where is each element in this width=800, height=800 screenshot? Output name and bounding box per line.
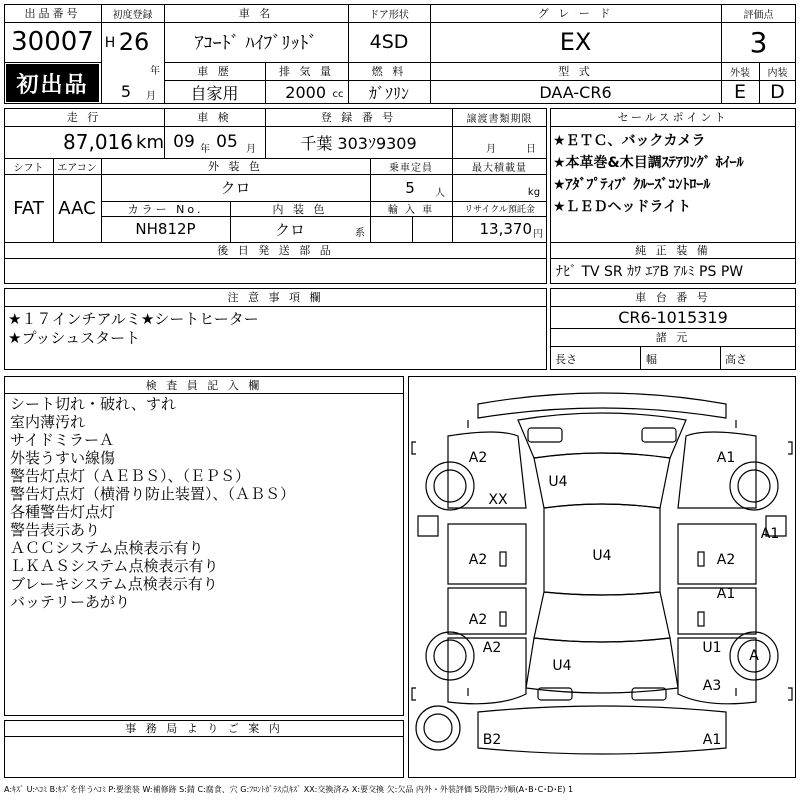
shift: FAT (13, 197, 44, 219)
int-color-label: 内 装 色 (272, 202, 328, 216)
mark-roof-front: U4 (548, 474, 568, 490)
mark-rear-bumper-left: B2 (482, 732, 502, 748)
mark-right-front-door: A2 (716, 552, 736, 568)
lot-no: 30007 (11, 27, 94, 57)
sales-point-item: ★ＬＥＤヘッドライト (553, 199, 692, 215)
chassis-label: 車 台 番 号 (635, 291, 711, 304)
transfer-day-unit: 日 (526, 143, 536, 155)
rl-wheel (426, 632, 474, 680)
car-name: ｱｺｰﾄﾞ ﾊｲﾌﾞﾘｯﾄﾞ (194, 33, 318, 54)
shift-label: シフト (13, 162, 44, 174)
color-no-label: カラー No. (127, 202, 204, 216)
displacement-unit: cc (332, 88, 344, 100)
note-line: ★１７インチアルミ★シートヒーター (8, 310, 259, 328)
month-unit: 月 (146, 90, 156, 102)
inspector-line: ＬＫＡＳシステム点検表示有り (10, 557, 219, 575)
int-color-unit: 系 (355, 227, 365, 239)
ext-color: クロ (220, 179, 251, 197)
notes-label: 注 意 事 項 欄 (227, 291, 324, 304)
aircon: AAC (58, 197, 96, 219)
equipment-items: ﾅﾋﾞ TV SR ｶﾜ ｴｱB ｱﾙﾐ PS PW (556, 264, 744, 280)
displacement: 2000 (285, 82, 326, 102)
mark-fr-fender: A1 (716, 450, 736, 466)
rear-bumper (478, 706, 726, 754)
chassis-number: CR6-1015319 (618, 307, 728, 327)
sales-point-item: ★ＥＴＣ、バックカメラ (553, 133, 706, 149)
mark-right-rear: A3 (702, 678, 722, 694)
year-unit: 年 (150, 65, 160, 76)
transfer-label: 譲渡書類期限 (466, 113, 533, 125)
int-grade: D (770, 81, 785, 103)
spare-wheel (416, 706, 460, 750)
mark-right-mirror: A1 (760, 526, 780, 542)
recycle-unit: 円 (533, 228, 543, 240)
history: 自家用 (190, 83, 239, 103)
notes-lines (8, 310, 259, 348)
inspector-line: 室内薄汚れ (10, 413, 86, 431)
insp-year: 09 (173, 132, 195, 152)
fr-wheel (730, 462, 778, 510)
year: 26 (118, 28, 150, 56)
inspector-line: 外装うすい線傷 (10, 449, 116, 467)
grade: EX (559, 28, 592, 56)
model: DAA-CR6 (539, 82, 612, 102)
inspector-line: シート切れ・破れ、すれ (10, 395, 176, 413)
inspector-line: 警告表示あり (10, 521, 101, 539)
door-label: ドア形状 (369, 9, 409, 21)
inspector-line: ＡＣＣシステム点検表示有り (10, 539, 204, 557)
mileage-label: 走 行 (66, 111, 102, 124)
score-label: 評価点 (743, 9, 774, 21)
first-listing-badge: 初出品 (6, 64, 99, 102)
displacement-label: 排 気 量 (279, 65, 334, 78)
ext-grade: E (733, 81, 746, 103)
mark-fl-seat: XX (488, 492, 508, 508)
mark-trunk: U4 (552, 658, 572, 674)
capacity-label: 乗車定員 (389, 162, 433, 174)
equipment-label: 純 正 装 備 (635, 244, 711, 257)
note-line: ★プッシュスタート (8, 329, 141, 347)
model-label: 型 式 (558, 65, 593, 78)
inspection-label: 車 検 (197, 111, 232, 124)
max-load-label: 最大積載量 (472, 162, 527, 174)
recycle: 13,370 (479, 220, 532, 238)
insp-month: 05 (216, 132, 238, 152)
plate-label: 登 録 番 号 (320, 111, 397, 124)
rear-window (534, 592, 670, 642)
sales-point-item: ★ｱﾀﾞﾌﾟﾃｨﾌﾞ ｸﾙｰｽﾞｺﾝﾄﾛｰﾙ (553, 177, 711, 193)
fuel: ｶﾞｿﾘﾝ (368, 83, 409, 103)
sales-points-list (553, 130, 744, 218)
fl-fender (448, 432, 526, 508)
month: 5 (120, 81, 132, 101)
mark-roof: U4 (592, 548, 612, 564)
inspector-lines (10, 395, 295, 611)
max-load-unit: kg (527, 186, 541, 198)
grade-label: グ レ ー ド (537, 7, 614, 20)
car-name-label: 車 名 (238, 7, 274, 20)
insp-year-unit: 年 (200, 143, 210, 155)
length-label: 長さ (555, 353, 577, 366)
mark-fl-fender: A2 (468, 450, 488, 466)
mark-left-front-door: A2 (468, 552, 488, 568)
first-reg-label: 初度登録 (112, 9, 153, 21)
hood (518, 413, 686, 458)
inspector-line: 各種警告灯点灯 (10, 503, 116, 521)
door: 4SD (369, 31, 409, 53)
mark-right-rear-door: A1 (716, 586, 736, 602)
mark-left-rear-door: A2 (468, 612, 488, 628)
spec-label: 諸 元 (655, 331, 691, 344)
mileage-unit: km (136, 131, 164, 153)
plate: 千葉 303ｿ9309 (300, 133, 417, 153)
insp-month-unit: 月 (246, 143, 256, 155)
inspector-line: ブレーキシステム点検表示有り (10, 575, 218, 593)
legend: A:ｷｽﾞ U:ﾍｺﾐ B:ｷｽﾞを伴うﾍｺﾐ P:要塗装 W:補修跡 S:錆 C:腐食、穴 G:ﾌﾛﾝﾄｶﾞﾗｽ点ｷｽﾞ XX:交換済み X:要交換 欠:欠品 内外・外装評価 5段階ﾗﾝｸ順(A･B･C･D･E) 1 (4, 784, 574, 794)
sales-point-item: ★本革巻&木目調ｽﾃｱﾘﾝｸﾞ ﾎｲｰﾙ (553, 155, 744, 171)
recycle-label: リサイクル預託金 (464, 205, 535, 215)
inspector-line: バッテリーあがり (10, 593, 131, 611)
inspector-line: サイドミラーＡ (10, 431, 114, 449)
fl-wheel (426, 462, 474, 510)
trunk (526, 638, 678, 693)
office-label: 事 務 局 よ り ご 案 内 (125, 722, 283, 735)
inspector-line: 警告灯点灯（ＡＥＢＳ）、（ＥＰＳ） (10, 467, 251, 485)
ext-label: 外装 (730, 67, 750, 79)
car-diagram (408, 376, 796, 778)
mileage: 87,016 (63, 130, 133, 154)
int-label: 内装 (767, 67, 788, 79)
era: H (104, 35, 116, 51)
fuel-label: 燃 料 (371, 65, 407, 78)
front-bumper (478, 393, 726, 418)
inspector-line: 警告灯点灯（横滑り防止装置）、（ＡＢＳ） (10, 485, 296, 503)
inspector-label: 検 査 員 記 入 欄 (145, 378, 263, 392)
capacity: 5 (405, 178, 415, 197)
capacity-unit: 人 (435, 187, 445, 199)
lot-no-label: 出品番号 (24, 7, 81, 20)
height-label: 高さ (725, 353, 747, 366)
transfer-month-unit: 月 (486, 143, 496, 155)
score: 3 (749, 25, 768, 59)
ext-color-label: 外 装 色 (208, 160, 263, 173)
width-label: 幅 (646, 353, 657, 366)
int-color: クロ (274, 220, 305, 239)
aircon-label: エアコン (57, 162, 97, 174)
mark-rear-bumper-right: A1 (702, 732, 722, 748)
sales-points-label: セールスポイント (617, 111, 729, 124)
import-label: 輸 入 車 (387, 205, 435, 216)
color-no: NH812P (135, 220, 196, 238)
fr-fender (678, 432, 756, 508)
later-parts-label: 後 日 発 送 部 品 (217, 244, 334, 257)
history-label: 車 歴 (197, 65, 232, 78)
mark-right-wheel: A (749, 648, 759, 664)
mark-right-quarter: U1 (702, 640, 722, 656)
mark-left-quarter: A2 (482, 640, 502, 656)
